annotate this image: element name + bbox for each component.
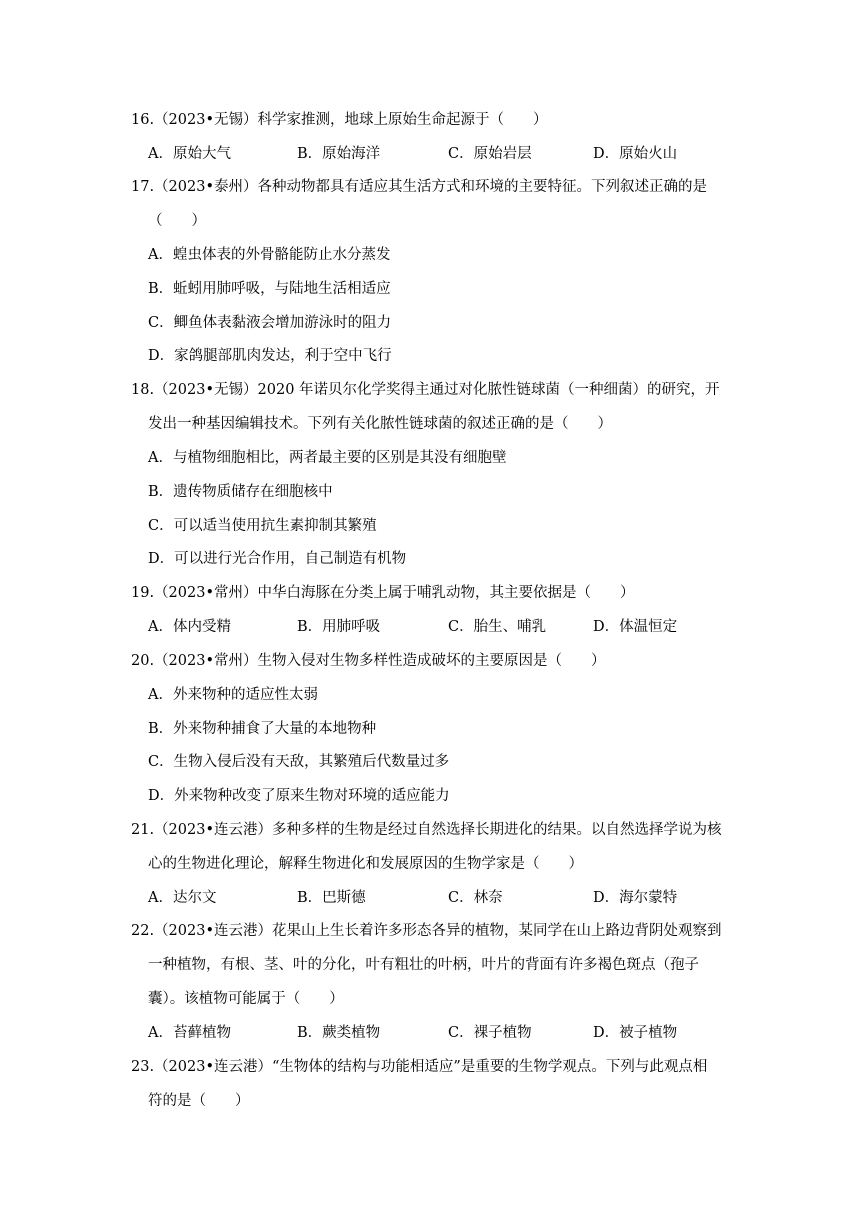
question-21-options	[0, 888, 860, 908]
option-b: B．用肺呼吸	[297, 619, 381, 635]
question-18-stem: 18.（2023•无锡）2020 年诺贝尔化学奖得主通过对化脓性链球菌（一种细菌）的研究，开	[131, 382, 720, 398]
question-22-stem: 22.（2023•连云港）花果山上生长着许多形态各异的植物，某同学在山上路边背阴处观察到	[131, 923, 722, 939]
question-18-stem-cont: 发出一种基因编辑技术。下列有关化脓性链球菌的叙述正确的是（ ）	[148, 416, 612, 432]
option-c: C．鲫鱼体表黏液会增加游泳时的阻力	[148, 315, 392, 331]
option-d: D．可以进行光合作用，自己制造有机物	[148, 551, 407, 567]
option-a: A．体内受精	[148, 619, 231, 635]
option-d: D．海尔蒙特	[593, 890, 678, 906]
option-a: A．达尔文	[148, 890, 217, 906]
question-16-stem: 16.（2023•无锡）科学家推测，地球上原始生命起源于（ ）	[131, 112, 548, 128]
question-22-stem-cont: 一种植物，有根、茎、叶的分化，叶有粗壮的叶柄，叶片的背面有许多褐色斑点（孢子	[148, 957, 699, 973]
option-a: A．与植物细胞相比，两者最主要的区别是其没有细胞壁	[148, 450, 507, 466]
option-b: B．外来物种捕食了大量的本地物种	[148, 721, 377, 737]
option-b: B．蚯蚓用肺呼吸，与陆地生活相适应	[148, 281, 391, 297]
option-c: C．林奈	[448, 890, 503, 906]
option-d: D．原始火山	[593, 146, 678, 162]
option-d: D．家鸽腿部肌肉发达，利于空中飞行	[148, 348, 392, 364]
option-d: D．外来物种改变了原来生物对环境的适应能力	[148, 788, 450, 804]
option-b: B．原始海洋	[297, 146, 381, 162]
question-21-stem: 21.（2023•连云港）多种多样的生物是经过自然选择长期进化的结果。以自然选择学说为核	[131, 822, 722, 838]
question-23-stem-cont: 符的是（ ）	[148, 1093, 250, 1109]
option-a: A．苔藓植物	[148, 1025, 231, 1041]
question-19-options	[0, 617, 860, 637]
question-22-stem-cont: 囊）。该植物可能属于（ ）	[148, 991, 344, 1007]
question-16-options	[0, 144, 860, 164]
option-c: C．胎生、哺乳	[448, 619, 547, 635]
option-b: B．蕨类植物	[297, 1025, 381, 1041]
question-19-stem: 19.（2023•常州）中华白海豚在分类上属于哺乳动物，其主要依据是（ ）	[131, 585, 635, 601]
option-c: C．原始岩层	[448, 146, 532, 162]
question-17-stem: 17.（2023•泰州）各种动物都具有适应其生活方式和环境的主要特征。下列叙述正确的是	[131, 179, 708, 195]
option-a: A．原始大气	[148, 146, 231, 162]
question-17-stem-cont: （ ）	[148, 213, 206, 229]
option-c: C．可以适当使用抗生素抑制其繁殖	[148, 518, 377, 534]
option-d: D．被子植物	[593, 1025, 678, 1041]
option-c: C．生物入侵后没有天敌，其繁殖后代数量过多	[148, 754, 450, 770]
option-d: D．体温恒定	[593, 619, 678, 635]
question-20-stem: 20.（2023•常州）生物入侵对生物多样性造成破坏的主要原因是（ ）	[131, 653, 606, 669]
question-21-stem-cont: 心的生物进化理论，解释生物进化和发展原因的生物学家是（ ）	[148, 856, 583, 872]
option-b: B．巴斯德	[297, 890, 366, 906]
option-a: A．外来物种的适应性太弱	[148, 687, 318, 703]
option-c: C．裸子植物	[448, 1025, 532, 1041]
option-b: B．遗传物质储存在细胞核中	[148, 484, 333, 500]
option-a: A．蝗虫体表的外骨骼能防止水分蒸发	[148, 247, 391, 263]
question-22-options	[0, 1023, 860, 1043]
question-23-stem: 23.（2023•连云港）“生物体的结构与功能相适应”是重要的生物学观点。下列与此观点相	[131, 1059, 708, 1075]
